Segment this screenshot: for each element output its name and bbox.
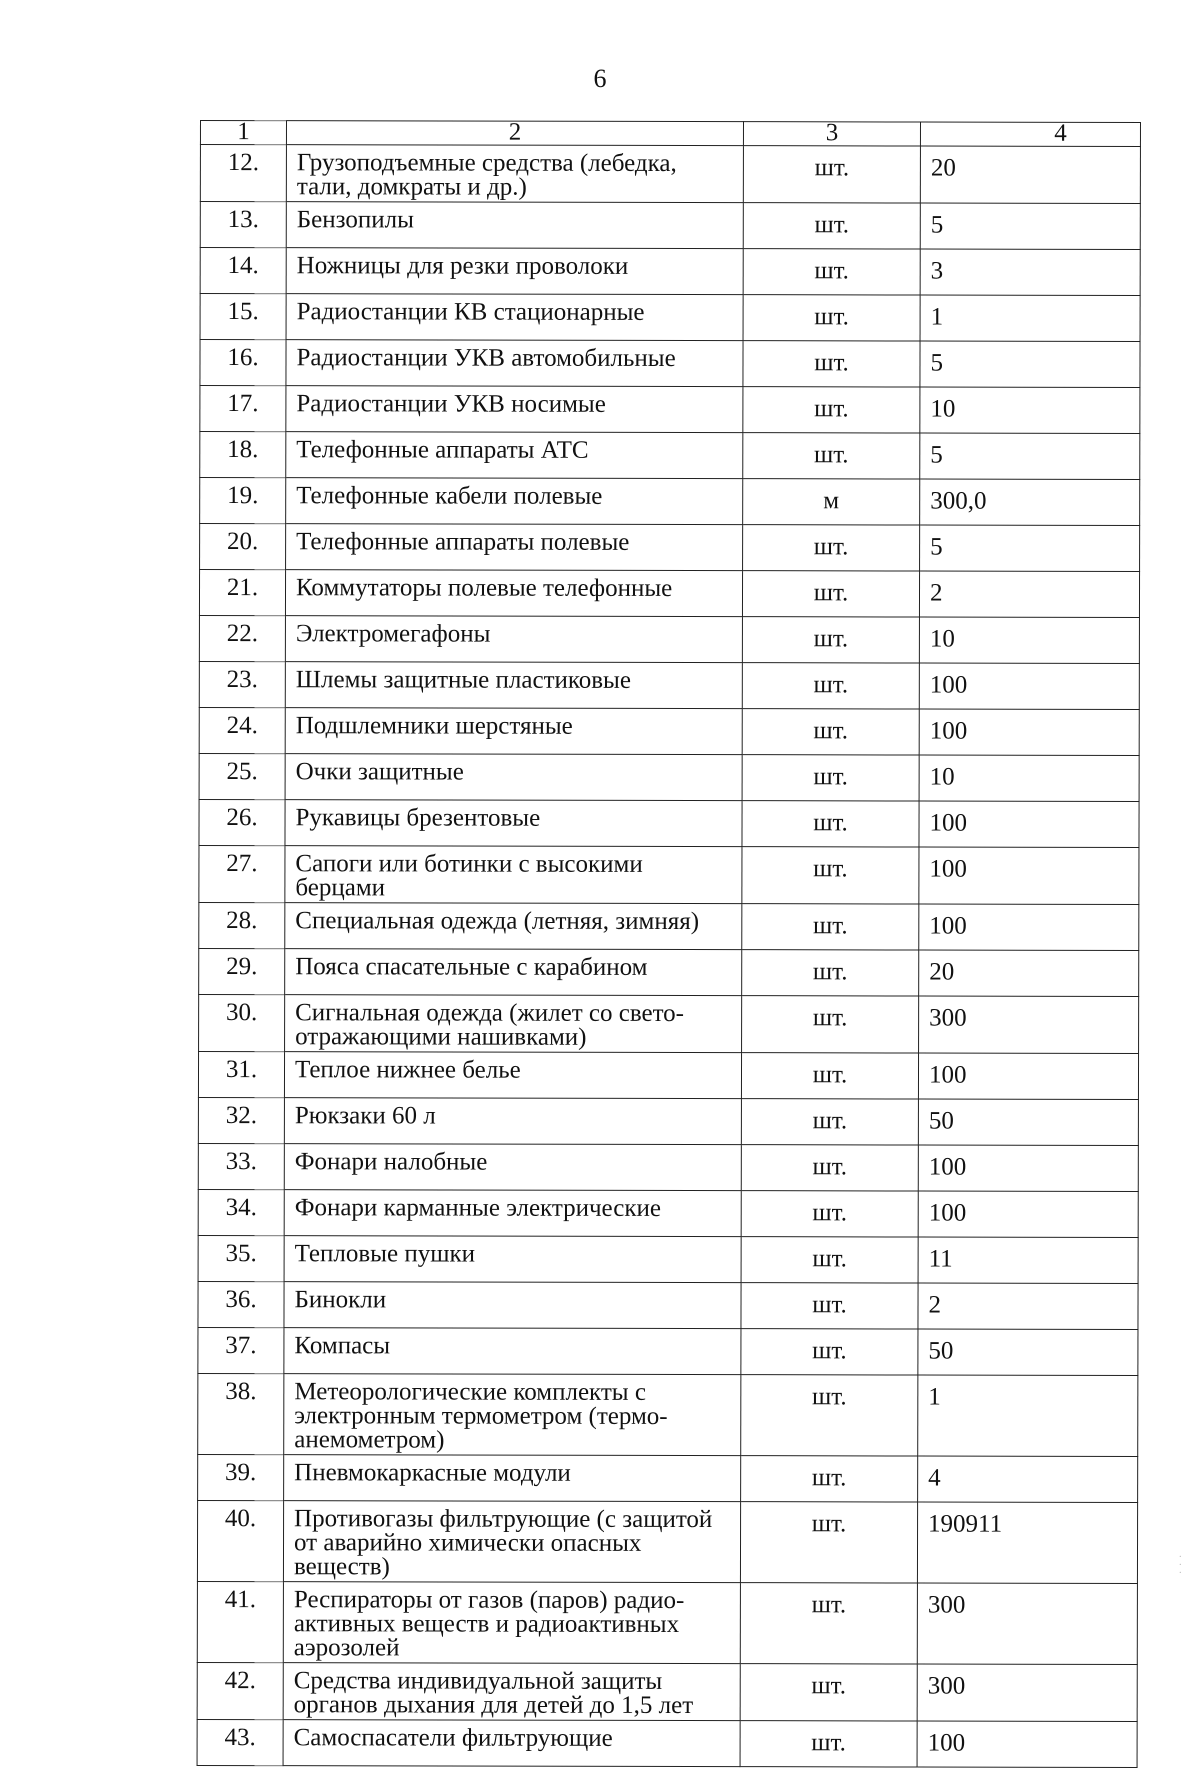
row-number-cell: 17. <box>200 386 286 432</box>
table-row <box>199 948 1139 996</box>
unit-cell: шт. <box>743 203 920 249</box>
quantity-cell: 10 <box>920 387 1140 433</box>
item-name-cell: Респираторы от газов (паров) радио-активных веществ и радиоактивных аэрозолей <box>283 1582 740 1664</box>
row-number-cell: 19. <box>200 478 286 524</box>
unit-cell: шт. <box>741 1145 918 1191</box>
item-name-cell: Тепловые пушки <box>284 1236 741 1283</box>
table-row <box>199 845 1139 904</box>
item-name-cell: Телефонные аппараты АТС <box>286 432 743 479</box>
table-row <box>198 1189 1138 1237</box>
table-row <box>198 1373 1138 1456</box>
unit-cell: шт. <box>741 1099 918 1145</box>
item-name-cell: Коммутаторы полевые телефонные <box>285 570 742 617</box>
table-row <box>200 478 1140 526</box>
item-name-cell: Телефонные кабели полевые <box>286 478 743 525</box>
quantity-cell: 4 <box>918 1456 1138 1502</box>
row-number-cell: 33. <box>198 1143 284 1189</box>
item-name-cell: Метеорологические комплекты с электронным термометром (термо-анемометром) <box>284 1374 741 1456</box>
quantity-cell: 2 <box>919 571 1139 617</box>
unit-cell: шт. <box>742 663 919 709</box>
unit-cell: шт. <box>741 1237 918 1283</box>
table-row <box>199 707 1139 755</box>
unit-cell: м <box>743 479 920 525</box>
quantity-cell: 100 <box>917 1721 1137 1767</box>
item-name-cell: Фонари карманные электрические <box>284 1190 741 1237</box>
row-number-cell: 38. <box>198 1373 284 1454</box>
item-name-cell: Ножницы для резки проволоки <box>286 248 743 295</box>
row-number-cell: 25. <box>199 753 285 799</box>
quantity-cell: 190911 <box>917 1502 1137 1583</box>
quantity-cell: 100 <box>919 904 1139 950</box>
row-number-cell: 26. <box>199 799 285 845</box>
unit-cell: шт. <box>742 709 919 755</box>
table-row <box>197 1662 1137 1721</box>
item-name-cell: Бензопилы <box>286 202 743 249</box>
unit-cell: шт. <box>741 1053 918 1099</box>
unit-cell: шт. <box>742 847 919 904</box>
quantity-cell: 100 <box>919 663 1139 709</box>
row-number-cell: 32. <box>198 1097 284 1143</box>
row-number-cell: 29. <box>199 948 285 994</box>
unit-cell: шт. <box>741 1329 918 1375</box>
quantity-cell: 100 <box>918 1053 1138 1099</box>
table-row <box>200 294 1140 342</box>
quantity-cell: 5 <box>920 433 1140 479</box>
item-name-cell: Самоспасатели фильтрующие <box>283 1720 740 1767</box>
unit-cell: шт. <box>743 146 920 203</box>
scan-artifact-dots: · · · <box>1178 1552 1182 1579</box>
column-header-number: 1 <box>200 121 286 145</box>
quantity-cell: 5 <box>920 525 1140 571</box>
unit-cell: шт. <box>742 571 919 617</box>
unit-cell: шт. <box>741 1456 918 1502</box>
table-row <box>198 1051 1138 1099</box>
unit-cell: шт. <box>740 1721 917 1767</box>
table-row <box>200 248 1140 296</box>
page-number: 6 <box>593 64 607 93</box>
item-name-cell: Противогазы фильтрующие (с защитой от аварийно химически опасных веществ) <box>283 1501 740 1583</box>
row-number-cell: 43. <box>197 1719 283 1765</box>
row-number-cell: 40. <box>197 1500 283 1581</box>
quantity-cell: 1 <box>920 295 1140 341</box>
quantity-cell: 300,0 <box>920 479 1140 525</box>
unit-cell: шт. <box>741 1191 918 1237</box>
unit-cell: шт. <box>742 950 919 996</box>
item-name-cell: Компасы <box>284 1328 741 1375</box>
row-number-cell: 28. <box>199 902 285 948</box>
row-number-cell: 27. <box>199 845 285 902</box>
table-row <box>198 1281 1138 1329</box>
item-name-cell: Радиостанции УКВ носимые <box>286 386 743 433</box>
quantity-cell: 50 <box>918 1099 1138 1145</box>
table-row <box>200 432 1140 480</box>
item-name-cell: Теплое нижнее белье <box>284 1052 741 1099</box>
table-row <box>198 1327 1138 1375</box>
item-name-cell: Средства индивидуальной защиты органов дыхания для детей до 1,5 лет <box>283 1663 740 1721</box>
row-number-cell: 13. <box>200 202 286 248</box>
item-name-cell: Сапоги или ботинки с высокими берцами <box>285 846 742 904</box>
quantity-cell: 11 <box>918 1237 1138 1283</box>
item-name-cell: Очки защитные <box>285 754 742 801</box>
quantity-cell: 20 <box>920 146 1140 203</box>
table-row <box>198 1454 1138 1502</box>
table-row <box>199 994 1139 1053</box>
quantity-cell: 100 <box>919 847 1139 904</box>
row-number-cell: 30. <box>199 994 285 1051</box>
row-number-cell: 18. <box>200 432 286 478</box>
row-number-cell: 22. <box>199 615 285 661</box>
table-row <box>199 902 1139 950</box>
item-name-cell: Специальная одежда (летняя, зимняя) <box>285 903 742 950</box>
row-number-cell: 41. <box>197 1581 283 1662</box>
quantity-cell: 1 <box>918 1375 1138 1456</box>
quantity-cell: 10 <box>919 755 1139 801</box>
quantity-cell: 100 <box>918 1191 1138 1237</box>
row-number-cell: 31. <box>198 1051 284 1097</box>
quantity-cell: 100 <box>919 801 1139 847</box>
unit-cell: шт. <box>741 1375 918 1456</box>
item-name-cell: Телефонные аппараты полевые <box>286 524 743 571</box>
row-number-cell: 39. <box>198 1454 284 1500</box>
item-name-cell: Бинокли <box>284 1282 741 1329</box>
item-name-cell: Радиостанции КВ стационарные <box>286 294 743 341</box>
item-name-cell: Рукавицы брезентовые <box>285 800 742 847</box>
quantity-cell: 100 <box>919 709 1139 755</box>
table-row <box>197 1719 1137 1767</box>
unit-cell: шт. <box>742 755 919 801</box>
quantity-cell: 2 <box>918 1283 1138 1329</box>
table-row <box>199 799 1139 847</box>
table-row <box>199 661 1139 709</box>
unit-cell: шт. <box>743 249 920 295</box>
row-number-cell: 24. <box>199 707 285 753</box>
unit-cell: шт. <box>742 996 919 1053</box>
unit-cell: шт. <box>743 387 920 433</box>
item-name-cell: Сигнальная одежда (жилет со свето-отражающими нашивками) <box>285 995 742 1053</box>
table-row <box>200 386 1140 434</box>
item-name-cell: Пояса спасательные с карабином <box>285 949 742 996</box>
inventory-table <box>197 120 1141 1768</box>
row-number-cell: 35. <box>198 1235 284 1281</box>
quantity-cell: 5 <box>920 203 1140 249</box>
row-number-cell: 15. <box>200 294 286 340</box>
table-row <box>197 1581 1137 1664</box>
table-row <box>199 615 1139 663</box>
row-number-cell: 12. <box>200 145 286 202</box>
quantity-cell: 100 <box>918 1145 1138 1191</box>
unit-cell: шт. <box>741 1283 918 1329</box>
unit-cell: шт. <box>742 617 919 663</box>
table-row <box>198 1235 1138 1283</box>
row-number-cell: 16. <box>200 340 286 386</box>
row-number-cell: 36. <box>198 1281 284 1327</box>
row-number-cell: 21. <box>199 570 285 616</box>
item-name-cell: Пневмокаркасные модули <box>284 1455 741 1502</box>
unit-cell: шт. <box>743 341 920 387</box>
unit-cell: шт. <box>743 295 920 341</box>
item-name-cell: Грузоподъемные средства (лебедка, тали, домкраты и др.) <box>286 145 743 203</box>
table-row <box>199 753 1139 801</box>
table-row <box>200 340 1140 388</box>
unit-cell: шт. <box>742 801 919 847</box>
inventory-table-wrapper <box>197 120 1140 1768</box>
unit-cell: шт. <box>740 1583 917 1664</box>
table-body <box>197 145 1140 1768</box>
table-row <box>200 524 1140 572</box>
table-row <box>200 145 1140 204</box>
column-header-unit: 3 <box>743 122 920 146</box>
quantity-cell: 300 <box>917 1664 1137 1721</box>
row-number-cell: 34. <box>198 1189 284 1235</box>
row-number-cell: 20. <box>200 524 286 570</box>
item-name-cell: Фонари налобные <box>284 1144 741 1191</box>
item-name-cell: Подшлемники шерстяные <box>285 708 742 755</box>
item-name-cell: Шлемы защитные пластиковые <box>285 662 742 709</box>
unit-cell: шт. <box>740 1502 917 1583</box>
column-header-name: 2 <box>286 121 743 146</box>
row-number-cell: 42. <box>197 1662 283 1719</box>
unit-cell: шт. <box>743 433 920 479</box>
row-number-cell: 14. <box>200 248 286 294</box>
quantity-cell: 5 <box>920 341 1140 387</box>
item-name-cell: Радиостанции УКВ автомобильные <box>286 340 743 387</box>
table-row <box>198 1143 1138 1191</box>
table-row <box>197 1500 1137 1583</box>
quantity-cell: 3 <box>920 249 1140 295</box>
item-name-cell: Электромегафоны <box>285 616 742 663</box>
column-header-quantity: 4 <box>920 122 1140 146</box>
quantity-cell: 50 <box>918 1329 1138 1375</box>
quantity-cell: 300 <box>917 1583 1137 1664</box>
unit-cell: шт. <box>742 904 919 950</box>
quantity-cell: 300 <box>919 996 1139 1053</box>
table-row <box>200 202 1140 250</box>
table-row <box>199 570 1139 618</box>
table-row <box>198 1097 1138 1145</box>
quantity-cell: 20 <box>919 950 1139 996</box>
unit-cell: шт. <box>743 525 920 571</box>
quantity-cell: 10 <box>919 617 1139 663</box>
row-number-cell: 23. <box>199 661 285 707</box>
unit-cell: шт. <box>740 1664 917 1721</box>
item-name-cell: Рюкзаки 60 л <box>284 1098 741 1145</box>
table-header-row <box>200 121 1140 147</box>
row-number-cell: 37. <box>198 1327 284 1373</box>
